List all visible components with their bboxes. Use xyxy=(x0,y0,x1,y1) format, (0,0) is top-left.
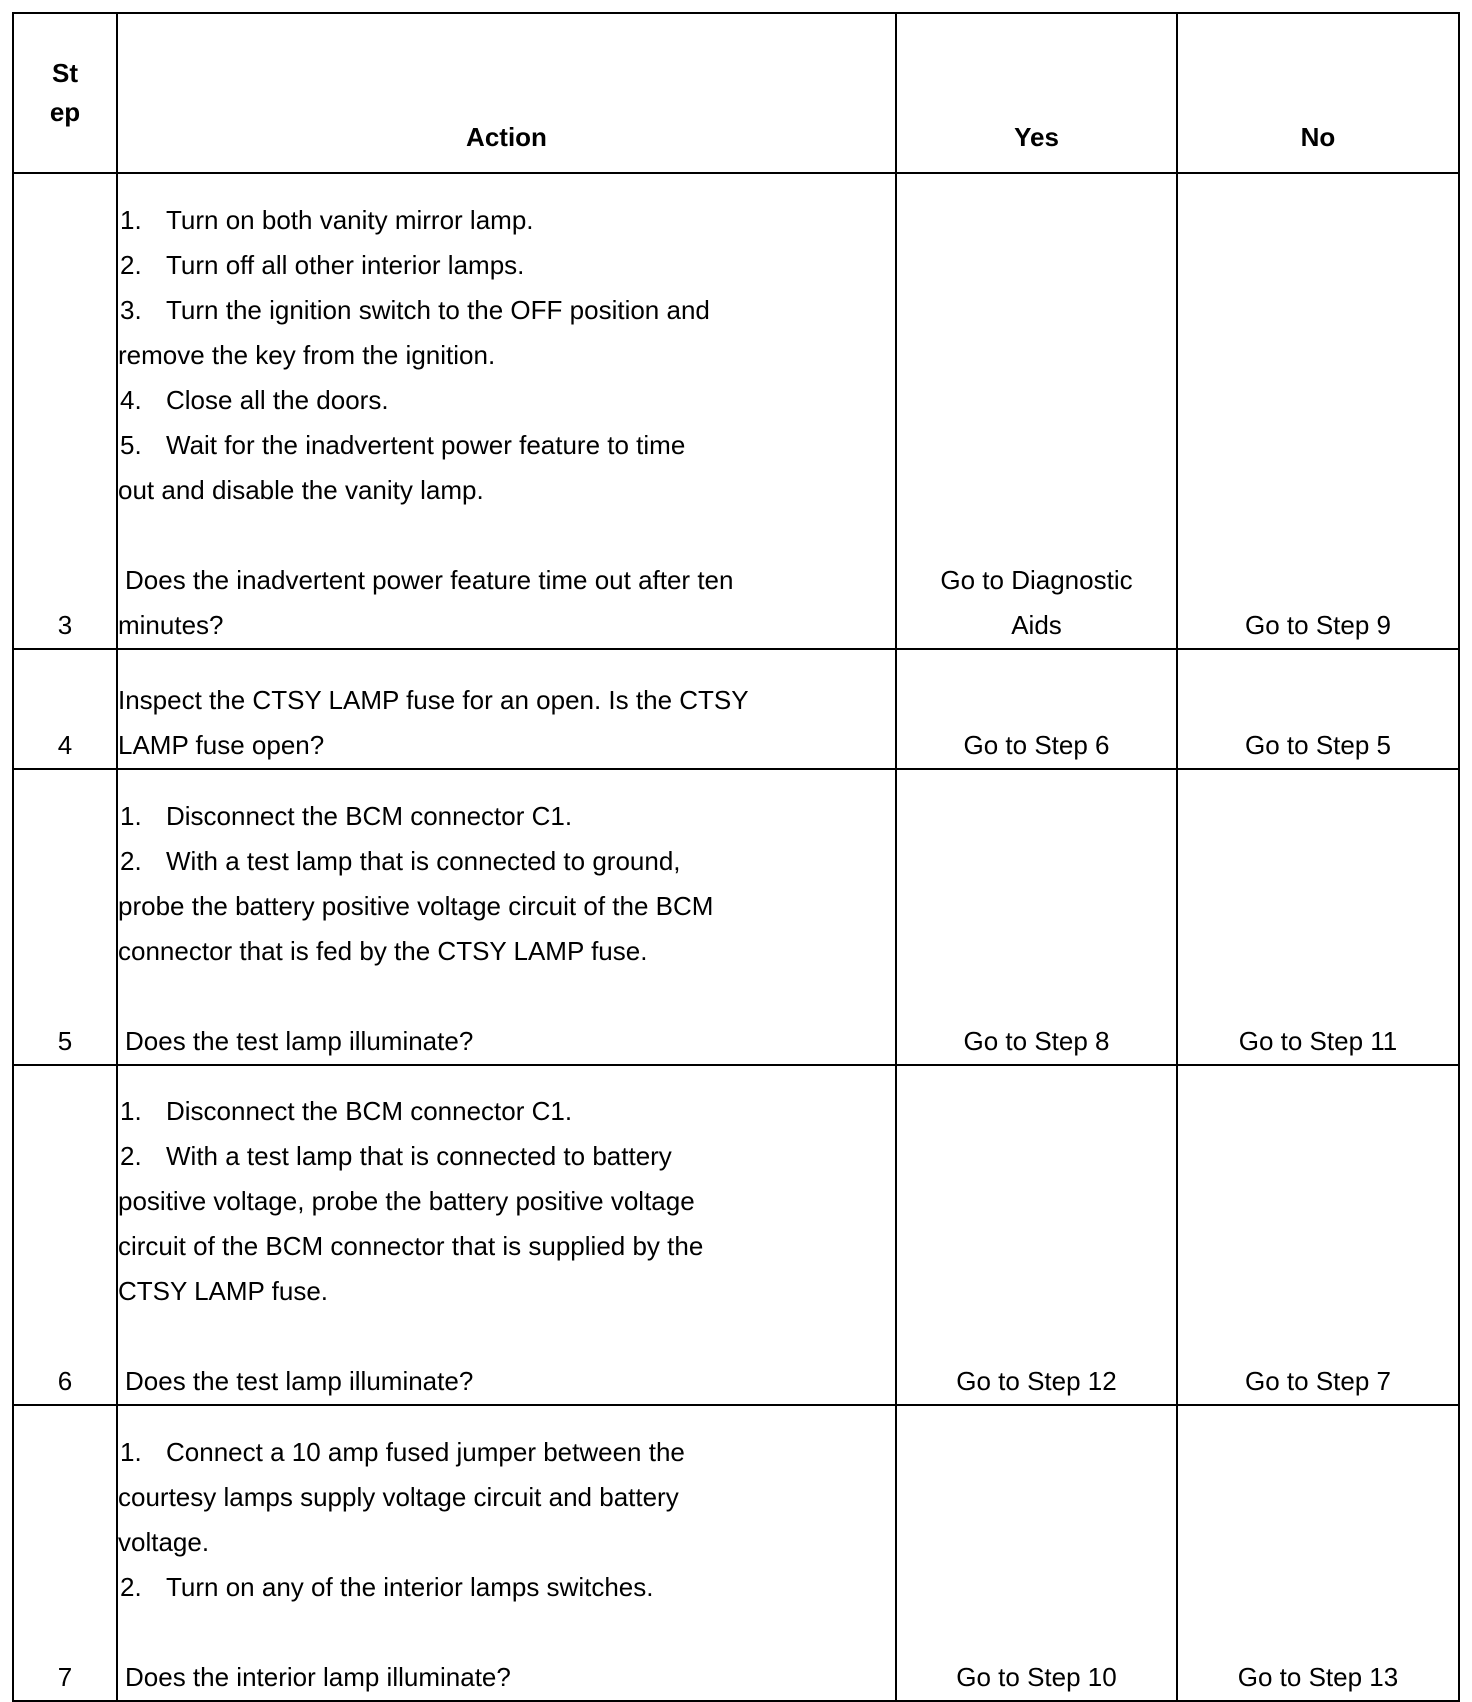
list-item: 1. Disconnect the BCM connector C1. xyxy=(120,1096,573,1126)
list-item: 1. Turn on both vanity mirror lamp. xyxy=(120,205,534,235)
yes-cell: Go to Diagnostic Aids xyxy=(896,173,1177,649)
list-item-continuation: probe the battery positive voltage circuit of the BCM xyxy=(118,891,714,921)
header-no: No xyxy=(1177,13,1459,173)
list-item-continuation: out and disable the vanity lamp. xyxy=(118,475,484,505)
step-number: 5 xyxy=(13,769,117,1065)
diagnostic-table xyxy=(12,12,1460,1702)
table-row-step-5 xyxy=(13,769,1459,1065)
list-item-continuation: voltage. xyxy=(118,1527,210,1557)
no-cell: Go to Step 7 xyxy=(1177,1065,1459,1405)
list-item-continuation: positive voltage, probe the battery positive voltage xyxy=(118,1186,695,1216)
table-row-step-7 xyxy=(13,1405,1459,1701)
list-item: 2. Turn off all other interior lamps. xyxy=(120,250,525,280)
yes-cell: Go to Step 8 xyxy=(896,769,1177,1065)
table-row-step-4 xyxy=(13,649,1459,769)
list-item-continuation: courtesy lamps supply voltage circuit and battery xyxy=(118,1482,679,1512)
action-cell xyxy=(117,173,896,649)
yes-cell: Go to Step 12 xyxy=(896,1065,1177,1405)
list-item-continuation: circuit of the BCM connector that is supplied by the xyxy=(118,1231,704,1261)
table-row-step-6 xyxy=(13,1065,1459,1405)
step-number: 7 xyxy=(13,1405,117,1701)
no-cell: Go to Step 9 xyxy=(1177,173,1459,649)
question-text: Does the test lamp illuminate? xyxy=(125,1026,474,1056)
header-yes: Yes xyxy=(896,13,1177,173)
list-item-continuation: CTSY LAMP fuse. xyxy=(118,1276,329,1306)
action-cell xyxy=(117,1065,896,1405)
table-header-row xyxy=(13,13,1459,173)
no-cell: Go to Step 11 xyxy=(1177,769,1459,1065)
question-text: Does the interior lamp illuminate? xyxy=(125,1662,511,1692)
list-item: 4. Close all the doors. xyxy=(120,385,389,415)
list-item: 3. Turn the ignition switch to the OFF position and xyxy=(120,295,710,325)
question-text: Does the test lamp illuminate? xyxy=(125,1366,474,1396)
question-text: Does the inadvertent power feature time out after ten xyxy=(125,565,734,595)
list-item: 1. Connect a 10 amp fused jumper between the xyxy=(120,1437,685,1467)
list-item: 5. Wait for the inadvertent power feature to time xyxy=(120,430,686,460)
list-item: 1. Disconnect the BCM connector C1. xyxy=(120,801,573,831)
yes-cell: Go to Step 6 xyxy=(896,649,1177,769)
no-cell: Go to Step 13 xyxy=(1177,1405,1459,1701)
action-cell: Inspect the CTSY LAMP fuse for an open. Is the CTSY LAMP fuse open? xyxy=(117,649,896,769)
step-number: 3 xyxy=(13,173,117,649)
list-item: 2. With a test lamp that is connected to ground, xyxy=(120,846,681,876)
step-number: 6 xyxy=(13,1065,117,1405)
header-action: Action xyxy=(117,13,896,173)
action-cell xyxy=(117,1405,896,1701)
table-row-step-3 xyxy=(13,173,1459,649)
list-item-continuation: connector that is fed by the CTSY LAMP fuse. xyxy=(118,936,648,966)
step-number: 4 xyxy=(13,649,117,769)
list-item-continuation: remove the key from the ignition. xyxy=(118,340,496,370)
list-item: 2. With a test lamp that is connected to battery xyxy=(120,1141,672,1171)
question-text-continuation: minutes? xyxy=(118,610,224,640)
header-step: St ep xyxy=(13,13,117,173)
action-cell xyxy=(117,769,896,1065)
no-cell: Go to Step 5 xyxy=(1177,649,1459,769)
yes-cell: Go to Step 10 xyxy=(896,1405,1177,1701)
list-item: 2. Turn on any of the interior lamps switches. xyxy=(120,1572,654,1602)
